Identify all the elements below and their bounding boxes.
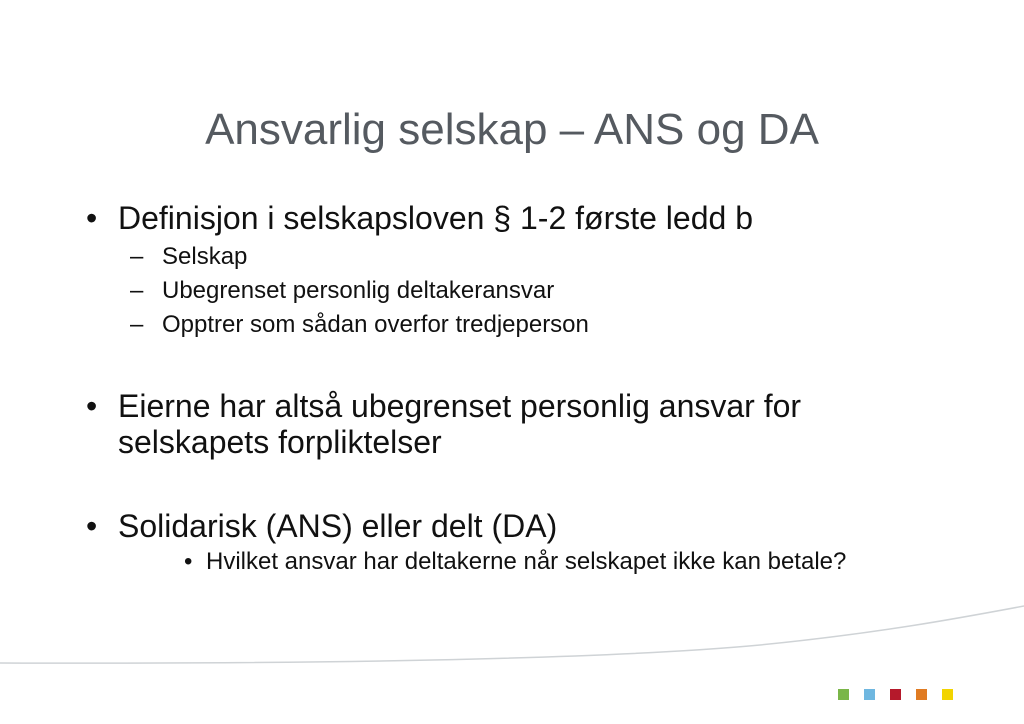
swoosh-line	[0, 606, 1024, 663]
subitem-3-1-text: Hvilket ansvar har deltakerne når selskapet ikke kan betale?	[206, 548, 847, 575]
brand-square-orange	[916, 689, 927, 700]
dash-marker: –	[130, 277, 144, 304]
bullet-marker: •	[86, 388, 98, 424]
brand-square-blue	[864, 689, 875, 700]
slide-title: Ansvarlig selskap – ANS og DA	[205, 105, 819, 154]
subitem-1-2-text: Ubegrenset personlig deltakeransvar	[162, 277, 555, 304]
dash-marker: –	[130, 243, 144, 270]
dash-marker: –	[130, 311, 144, 338]
bullet-marker: •	[86, 200, 98, 236]
brand-square-green	[838, 689, 849, 700]
decorative-swoosh	[0, 590, 1024, 670]
bullet-1-text: Definisjon i selskapsloven § 1-2 første ledd b	[118, 200, 753, 236]
slide-body	[84, 200, 984, 576]
subitem-1-2	[84, 274, 984, 308]
bullet-1	[84, 200, 984, 236]
brand-square-yellow	[942, 689, 953, 700]
bullet-marker: •	[184, 548, 193, 575]
subitem-1-1	[84, 240, 984, 274]
bullet-2	[84, 388, 938, 460]
brand-squares	[838, 689, 953, 700]
subitem-3-1	[84, 548, 906, 576]
bullet-3	[84, 508, 984, 544]
brand-square-red	[890, 689, 901, 700]
subitem-1-3-text: Opptrer som sådan overfor tredjeperson	[162, 311, 589, 338]
subitem-1-3	[84, 308, 984, 342]
bullet-2-text: Eierne har altså ubegrenset personlig ansvar for selskapets forpliktelser	[118, 388, 802, 460]
subitem-1-1-text: Selskap	[162, 243, 248, 270]
bullet-3-text: Solidarisk (ANS) eller delt (DA)	[118, 508, 558, 544]
bullet-marker: •	[86, 508, 98, 544]
